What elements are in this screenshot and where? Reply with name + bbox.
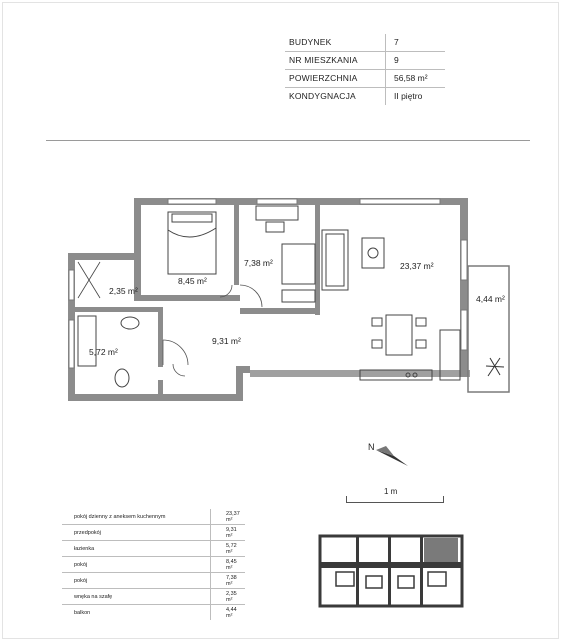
room-name: przedpokój (62, 525, 211, 541)
floor-plan (60, 190, 520, 415)
info-label: POWIERZCHNIA (285, 70, 386, 88)
info-row-building (285, 34, 445, 52)
room-label-living: 23,37 m² (400, 261, 434, 271)
apartment-info-table (285, 34, 445, 105)
room-label-room: 7,38 m² (244, 258, 273, 268)
dining-table (372, 315, 426, 355)
table-row (62, 541, 245, 557)
room-label-hall: 9,31 m² (212, 336, 241, 346)
info-label: KONDYGNACJA (289, 91, 356, 101)
info-row-area (285, 70, 445, 88)
table-row (62, 557, 245, 573)
wardrobe-cross (78, 262, 100, 298)
info-value: 56,58 m² (386, 70, 446, 88)
room-name: wnęka na szafę (62, 589, 211, 605)
room-area-table (62, 509, 245, 620)
table-row (62, 589, 245, 605)
key-plan-drawing (316, 532, 466, 610)
info-value: 9 (386, 52, 446, 70)
room-area: 8,45 m² (211, 557, 246, 573)
room-label-bedroom: 8,45 m² (178, 276, 207, 286)
info-value: II piętro (386, 88, 446, 106)
room-area: 5,72 m² (211, 541, 246, 557)
floor-plan-drawing (60, 190, 520, 410)
compass (364, 442, 414, 477)
info-row-apartment-number (285, 52, 445, 70)
separator-line (46, 140, 530, 141)
bed (168, 212, 216, 274)
plant (486, 358, 504, 376)
scale-label: 1 m (384, 487, 398, 496)
room-area: 4,44 m² (211, 605, 246, 621)
table-row (62, 573, 245, 589)
highlighted-apartment (424, 538, 458, 562)
room-label-bathroom: 5,72 m² (89, 347, 118, 357)
table-row (62, 605, 245, 621)
desk (256, 206, 315, 302)
windows (69, 199, 467, 368)
walls (68, 198, 470, 401)
room-name: pokój (62, 573, 211, 589)
sofa (322, 230, 384, 290)
room-label-wardrobe: 2,35 m² (109, 286, 138, 296)
room-area: 2,35 m² (211, 589, 246, 605)
scale-bar (346, 496, 444, 503)
info-row-floor (285, 88, 445, 106)
room-area: 23,37 m² (211, 509, 246, 525)
room-name: balkon (74, 609, 91, 616)
room-label-balcony: 4,44 m² (476, 294, 505, 304)
room-name: łazienka (62, 541, 211, 557)
compass-letter: N (368, 442, 375, 452)
room-name: pokój (62, 557, 211, 573)
room-name: pokój dzienny z aneksem kuchennym (62, 509, 211, 525)
table-row (62, 525, 245, 541)
info-label: NR MIESZKANIA (285, 52, 386, 70)
room-area: 9,31 m² (211, 525, 246, 541)
balcony-outline (468, 266, 509, 392)
table-row (62, 509, 245, 525)
info-label: BUDYNEK (285, 34, 386, 52)
info-value: 7 (386, 34, 446, 52)
building-key-plan (316, 532, 466, 615)
room-area: 7,38 m² (211, 573, 246, 589)
